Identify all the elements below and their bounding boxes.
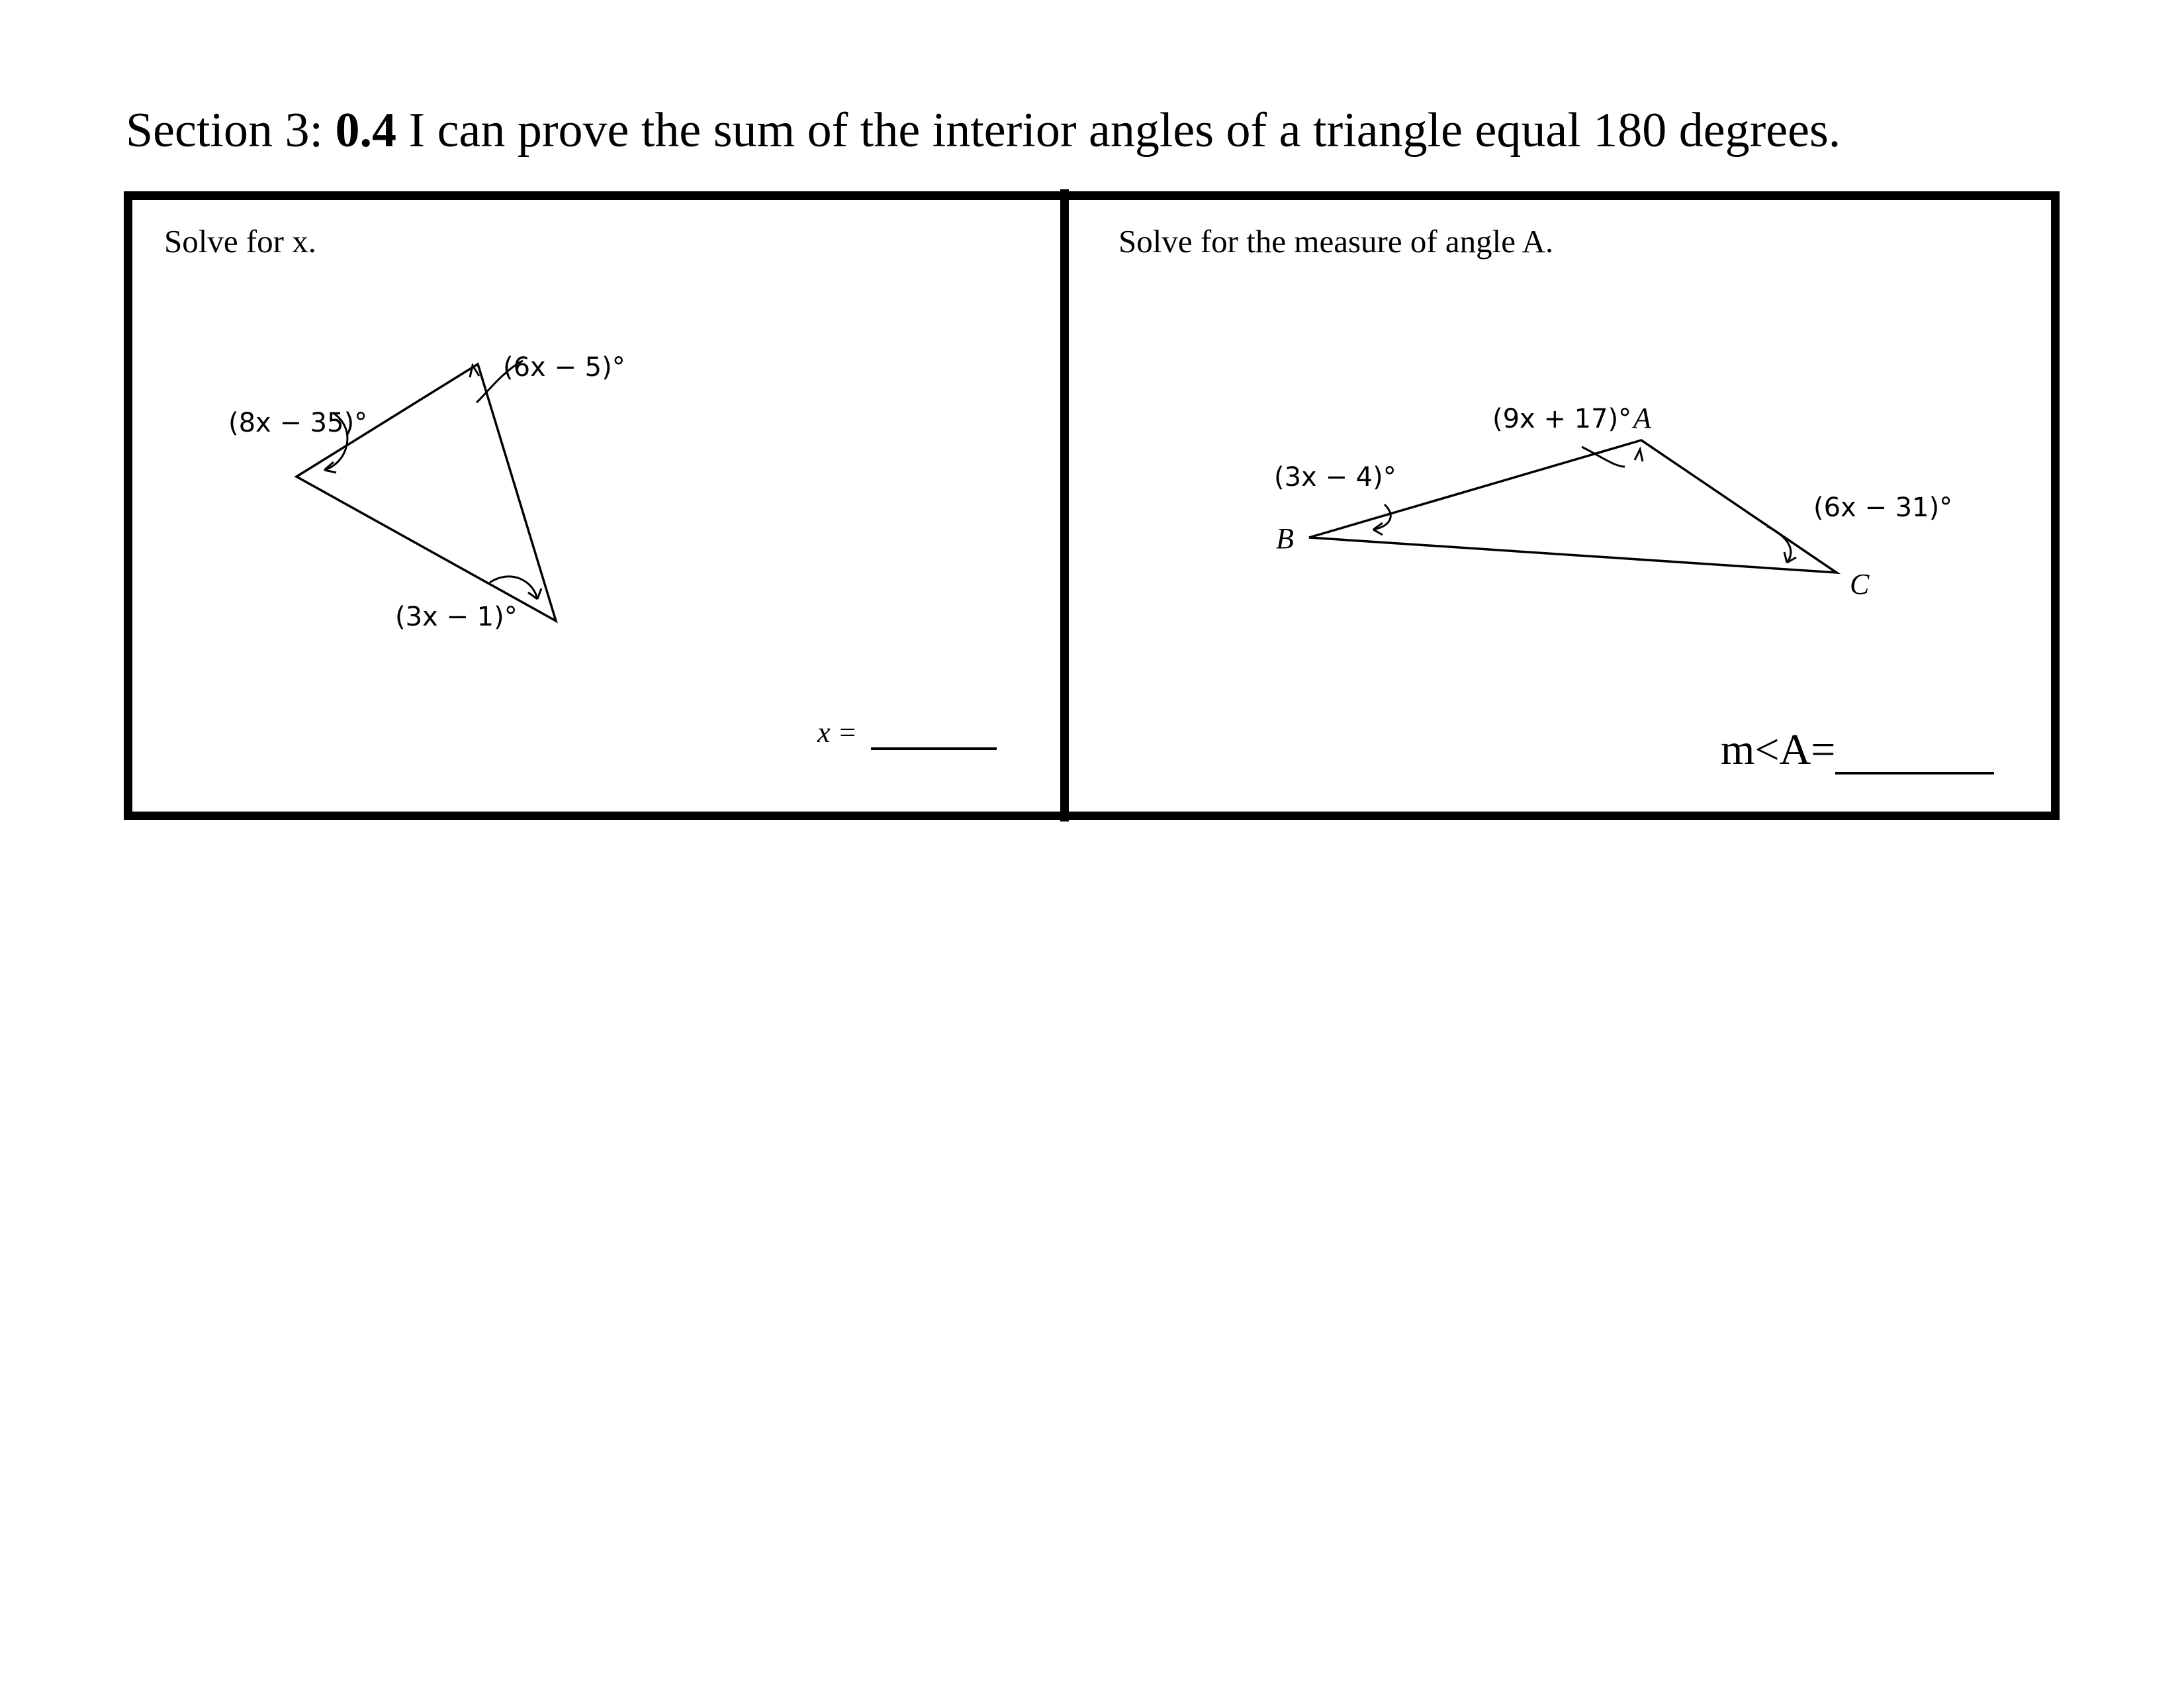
problem-2-answer [1721, 728, 1994, 774]
angle-label-c: (6x − 31)° [1813, 492, 1953, 523]
angle-arc-c [1767, 526, 1791, 563]
angle-label-a: (9x + 17)° [1492, 404, 1632, 434]
angle-label-left: (8x − 35)° [228, 408, 368, 438]
problem-1-answer-label: x = [817, 716, 858, 749]
problem-2-triangle [0, 0, 2184, 821]
problem-2-answer-blank[interactable] [1835, 728, 1994, 774]
objective-text: I can prove the sum of the interior angles of a triangle equal 180 degrees. [408, 103, 1841, 158]
section-label: Section 3: [126, 103, 324, 158]
angle-label-bottom: (3x − 1)° [395, 602, 518, 632]
problem-2-prompt: Solve for the measure of angle A. [1118, 223, 1554, 259]
vertex-label-c: C [1850, 568, 1870, 600]
vertex-label-b: B [1276, 522, 1294, 555]
problem-1-prompt: Solve for x. [164, 223, 316, 259]
triangle-2-outline [1309, 440, 1837, 573]
problem-2-answer-label: m<A= [1721, 726, 1836, 774]
vertex-label-a: A [1633, 402, 1651, 434]
angle-label-b: (3x − 4)° [1274, 462, 1396, 492]
angle-label-top: (6x − 5)° [503, 352, 625, 383]
objective-number: 0.4 [335, 103, 397, 158]
